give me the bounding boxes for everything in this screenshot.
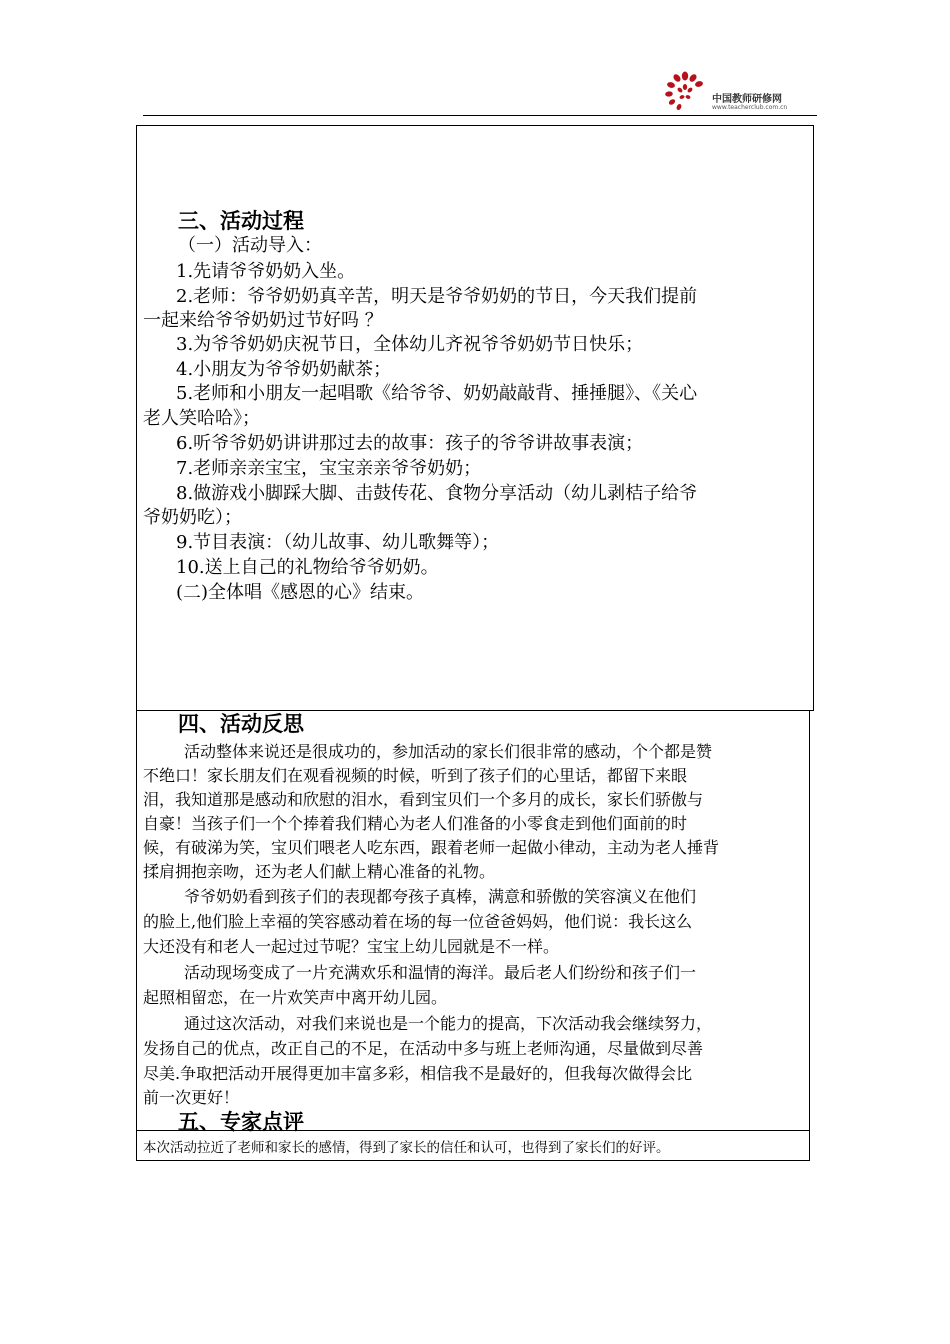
text-line: 自豪！当孩子们一个个捧着我们精心为老人们准备的小零食走到他们面前的时 (143, 814, 688, 833)
section-heading-expert-review: 五、专家点评 (178, 1109, 304, 1134)
text-line: 一起来给爷爷奶奶过节好吗 ？ (143, 310, 383, 331)
header-rule (143, 115, 817, 116)
text-line: 7.老师亲亲宝宝，宝宝亲亲爷爷奶奶； (176, 458, 482, 479)
text-line: 4.小朋友为爷爷奶奶献茶； (176, 359, 392, 380)
text-line: 尽美.争取把活动开展得更加丰富多彩，相信我不是最好的，但我每次做得会比 (143, 1064, 693, 1083)
text-line: 10.送上自己的礼物给爷爷奶奶。 (176, 557, 439, 578)
logo-chinese-name: 中国教师研修网 (712, 94, 782, 105)
text-line: 大还没有和老人一起过过节呢？宝宝上幼儿园就是不一样。 (143, 937, 560, 956)
text-line: 候，有破涕为笑，宝贝们喂老人吃东西，跟着老师一起做小律动，主动为老人捶背 (143, 838, 720, 857)
text-line: 3.为爷爷奶奶庆祝节日，全体幼儿齐祝爷爷奶奶节日快乐； (176, 334, 644, 355)
site-logo (662, 70, 822, 114)
text-line: 揉肩拥抱亲吻，还为老人们献上精心准备的礼物。 (143, 862, 496, 881)
text-line: 的脸上,他们脸上幸福的笑容感动着在场的每一位爸爸妈妈，他们说：我长这么 (143, 912, 693, 931)
text-line: （一）活动导入： (178, 235, 322, 256)
text-line: 泪，我知道那是感动和欣慰的泪水，看到宝贝们一个多月的成长，家长们骄傲与 (143, 790, 704, 809)
text-line: 活动整体来说还是很成功的，参加活动的家长们很非常的感动，个个都是赞 (184, 742, 713, 761)
text-line: 前一次更好！ (143, 1088, 240, 1107)
text-line: 2.老师：爷爷奶奶真辛苦，明天是爷爷奶奶的节日，今天我们提前 (176, 286, 698, 307)
text-line: 老人笑哈哈》； (143, 408, 260, 429)
text-line: 起照相留恋，在一片欢笑声中离开幼儿园。 (143, 988, 448, 1007)
text-line: 不绝口！家长朋友们在观看视频的时候，听到了孩子们的心里话，都留下来眼 (143, 766, 688, 785)
text-line: 8.做游戏小脚踩大脚、击鼓传花、食物分享活动（幼儿剥桔子给爷 (176, 483, 698, 504)
section-heading-process: 三、活动过程 (178, 208, 304, 233)
text-line: 通过这次活动，对我们来说也是一个能力的提高，下次活动我会继续努力， (184, 1014, 713, 1033)
text-line: 6.听爷爷奶奶讲讲那过去的故事：孩子的爷爷讲故事表演； (176, 433, 644, 454)
text-line: 5.老师和小朋友一起唱歌《给爷爷、奶奶敲敲背、捶捶腿》、《关心 (176, 383, 698, 404)
text-line: (二)全体唱《感恩的心》结束。 (176, 582, 425, 603)
expert-review-text: 本次活动拉近了老师和家长的感情，得到了家长的信任和认可，也得到了家长们的好评。 (143, 1140, 670, 1156)
section-heading-reflection: 四、活动反思 (178, 711, 304, 736)
flower-logo-icon (662, 70, 708, 114)
text-line: 9.节目表演：（幼儿故事、幼儿歌舞等）； (176, 532, 500, 553)
text-line: 1.先请爷爷奶奶入坐。 (176, 261, 356, 282)
text-line: 发扬自己的优点，改正自己的不足，在活动中多与班上老师沟通，尽量做到尽善 (143, 1039, 704, 1058)
logo-url: www.teacherclub.com.cn (712, 104, 788, 111)
text-line: 爷奶奶吃）； (143, 507, 242, 528)
text-line: 活动现场变成了一片充满欢乐和温情的海洋。最后老人们纷纷和孩子们一 (184, 963, 697, 982)
text-line: 爷爷奶奶看到孩子们的表现都夸孩子真棒，满意和骄傲的笑容演义在他们 (184, 887, 697, 906)
